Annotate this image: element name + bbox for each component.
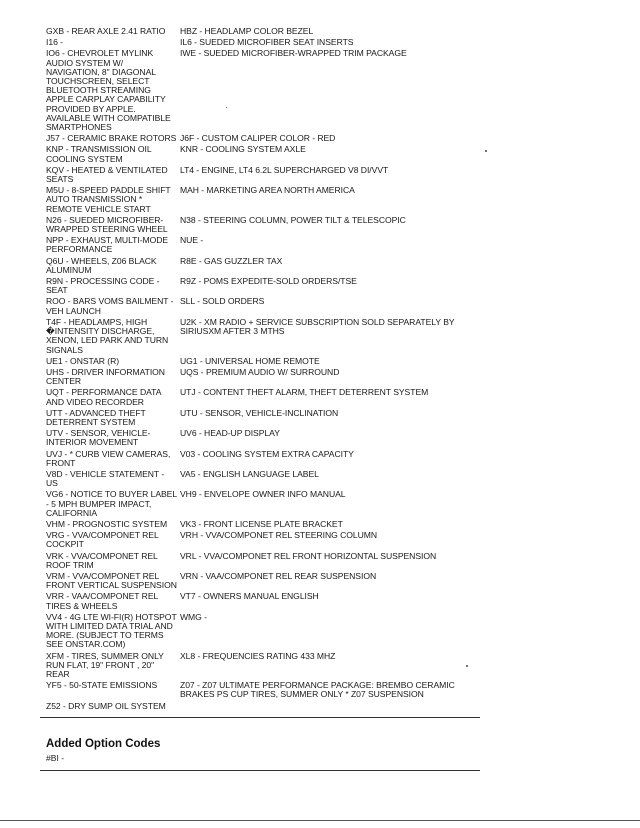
- option-code-right: VRL - VVA/COMPONET REL FRONT HORIZONTAL SUSPENSION: [180, 551, 437, 561]
- option-code-left: XFM - TIRES, SUMMER ONLY RUN FLAT, 19" FRONT , 20" REAR: [46, 651, 167, 679]
- option-code-right: LT4 - ENGINE, LT4 6.2L SUPERCHARGED V8 DI/VVT: [180, 165, 389, 175]
- option-code-left: VV4 - 4G LTE WI-FI(R) HOTSPOT WITH LIMITED DATA TRIAL AND MORE. (SUBJECT TO TERMS SEE ONSTAR.COM): [46, 612, 179, 650]
- option-code-right: IL6 - SUEDED MICROFIBER SEAT INSERTS: [180, 38, 354, 48]
- option-code-right: UV6 - HEAD-UP DISPLAY: [180, 429, 280, 439]
- option-code-left: T4F - HEADLAMPS, HIGH �INTENSITY DISCHARGE, XENON, LED PARK AND TURN SIGNALS: [46, 317, 171, 355]
- option-code-left: Q6U - WHEELS, Z06 BLACK ALUMINUM: [46, 256, 159, 275]
- option-code-left: VRK - VVA/COMPONET REL ROOF TRIM: [46, 551, 160, 570]
- option-code-right: HBZ - HEADLAMP COLOR BEZEL: [180, 27, 314, 36]
- option-code-left: Z52 - DRY SUMP OIL SYSTEM: [46, 701, 166, 711]
- option-codes-list: [46, 27, 466, 711]
- option-code-right: MAH - MARKETING AREA NORTH AMERICA: [180, 186, 355, 196]
- option-code-right: VA5 - ENGLISH LANGUAGE LABEL: [180, 469, 319, 479]
- option-code-right: VH9 - ENVELOPE OWNER INFO MANUAL: [180, 490, 346, 500]
- option-code-right: KNR - COOLING SYSTEM AXLE: [180, 145, 306, 155]
- scan-speck: [485, 150, 487, 152]
- added-option-codes-title: Added Option Codes: [46, 738, 161, 750]
- option-code-left: VG6 - NOTICE TO BUYER LABEL - 5 MPH BUMPER IMPACT, CALIFORNIA: [46, 490, 180, 518]
- option-code-right: NUE -: [180, 236, 204, 246]
- option-code-right: VK3 - FRONT LICENSE PLATE BRACKET: [180, 519, 343, 529]
- option-code-left: VRR - VAA/COMPONET REL TIRES & WHEELS: [46, 592, 161, 611]
- option-code-left: KQV - HEATED & VENTILATED SEATS: [46, 165, 170, 185]
- option-code-left: UE1 - ONSTAR (R): [46, 356, 120, 366]
- option-code-left: GXB - REAR AXLE 2.41 RATIO: [46, 27, 166, 36]
- divider-bottom: [40, 770, 480, 771]
- option-code-right: UG1 - UNIVERSAL HOME REMOTE: [180, 356, 320, 366]
- divider-top: [40, 717, 480, 718]
- option-code-right: SLL - SOLD ORDERS: [180, 297, 265, 307]
- option-code-right: J6F - CUSTOM CALIPER COLOR - RED: [180, 134, 336, 144]
- option-code-right: Z07 - Z07 ULTIMATE PERFORMANCE PACKAGE: BREMBO CERAMIC BRAKES PS CUP TIRES, SUMMER ONLY * Z07 SUSPENSION: [180, 681, 458, 700]
- option-code-right: V03 - COOLING SYSTEM EXTRA CAPACITY: [180, 449, 354, 459]
- option-code-right: VRH - VVA/COMPONET REL STEERING COLUMN: [180, 531, 378, 541]
- option-code-right: N38 - STEERING COLUMN, POWER TILT & TELESCOPIC: [180, 215, 406, 225]
- option-code-left: IO6 - CHEVROLET MYLINK AUDIO SYSTEM W/ NAVIGATION, 8" DIAGONAL TOUCHSCREEN, SELECT BLUETOOTH STREAMING APPLE CARPLAY CAPABILITY PROVIDED BY APPLE. AVAILABLE WITH COMPATIBLE SMARTPHONES: [46, 49, 174, 133]
- option-code-left: UQT - PERFORMANCE DATA AND VIDEO RECORDER: [46, 388, 163, 407]
- option-code-right: IWE - SUEDED MICROFIBER-WRAPPED TRIM PACKAGE: [180, 49, 407, 59]
- option-code-left: V8D - VEHICLE STATEMENT - US: [46, 469, 167, 489]
- option-code-right: VRN - VAA/COMPONET REL REAR SUSPENSION: [180, 571, 377, 581]
- option-code-left: UHS - DRIVER INFORMATION CENTER: [46, 367, 168, 387]
- option-code-left: VRM - VVA/COMPONET REL FRONT VERTICAL SUSPENSION: [46, 571, 177, 591]
- option-code-left: NPP - EXHAUST, MULTI-MODE PERFORMANCE: [46, 236, 171, 255]
- option-code-left: M5U - 8-SPEED PADDLE SHIFT AUTO TRANSMISSION * REMOTE VEHICLE START: [46, 186, 173, 214]
- option-code-right: R8E - GAS GUZZLER TAX: [180, 256, 283, 266]
- scan-speck: [226, 107, 227, 108]
- option-code-right: UTJ - CONTENT THEFT ALARM, THEFT DETERRENT SYSTEM: [180, 388, 429, 398]
- option-code-left: ROO - BARS VOMS BAILMENT - VEH LAUNCH: [46, 297, 176, 316]
- option-code-right: UTU - SENSOR, VEHICLE-INCLINATION: [180, 408, 339, 418]
- option-code-right: [180, 702, 466, 711]
- option-code-left: J57 - CERAMIC BRAKE ROTORS: [46, 134, 177, 144]
- option-code-right: U2K - XM RADIO + SERVICE SUBSCRIPTION SOLD SEPARATELY BY SIRIUSXM AFTER 3 MTHS: [180, 317, 457, 337]
- option-code-left: R9N - PROCESSING CODE - SEAT: [46, 277, 162, 296]
- option-code-right: UQS - PREMIUM AUDIO W/ SURROUND: [180, 367, 340, 377]
- option-code-left: I16 -: [46, 38, 63, 48]
- scan-speck: [466, 665, 468, 667]
- option-code-right: WMG -: [180, 612, 207, 622]
- option-code-left: UTV - SENSOR, VEHICLE-INTERIOR MOVEMENT: [46, 429, 151, 448]
- option-code-left: KNP - TRANSMISSION OIL COOLING SYSTEM: [46, 145, 154, 164]
- option-code-right: XL8 - FREQUENCIES RATING 433 MHZ: [180, 651, 336, 661]
- added-option-code: #BI -: [46, 753, 65, 763]
- option-code-right: VT7 - OWNERS MANUAL ENGLISH: [180, 592, 319, 602]
- page-edge-line: [0, 820, 640, 821]
- option-code-left: YF5 - 50-STATE EMISSIONS: [46, 681, 158, 691]
- option-code-left: UTT - ADVANCED THEFT DETERRENT SYSTEM: [46, 408, 148, 427]
- option-code-left: UVJ - * CURB VIEW CAMERAS, FRONT: [46, 449, 173, 468]
- option-code-right: R9Z - POMS EXPEDITE-SOLD ORDERS/TSE: [180, 277, 357, 287]
- option-code-left: VRG - VVA/COMPONET REL COCKPIT: [46, 531, 161, 550]
- option-code-left: VHM - PROGNOSTIC SYSTEM: [46, 519, 168, 529]
- option-code-left: N26 - SUEDED MICROFIBER-WRAPPED STEERING WHEEL: [46, 215, 168, 235]
